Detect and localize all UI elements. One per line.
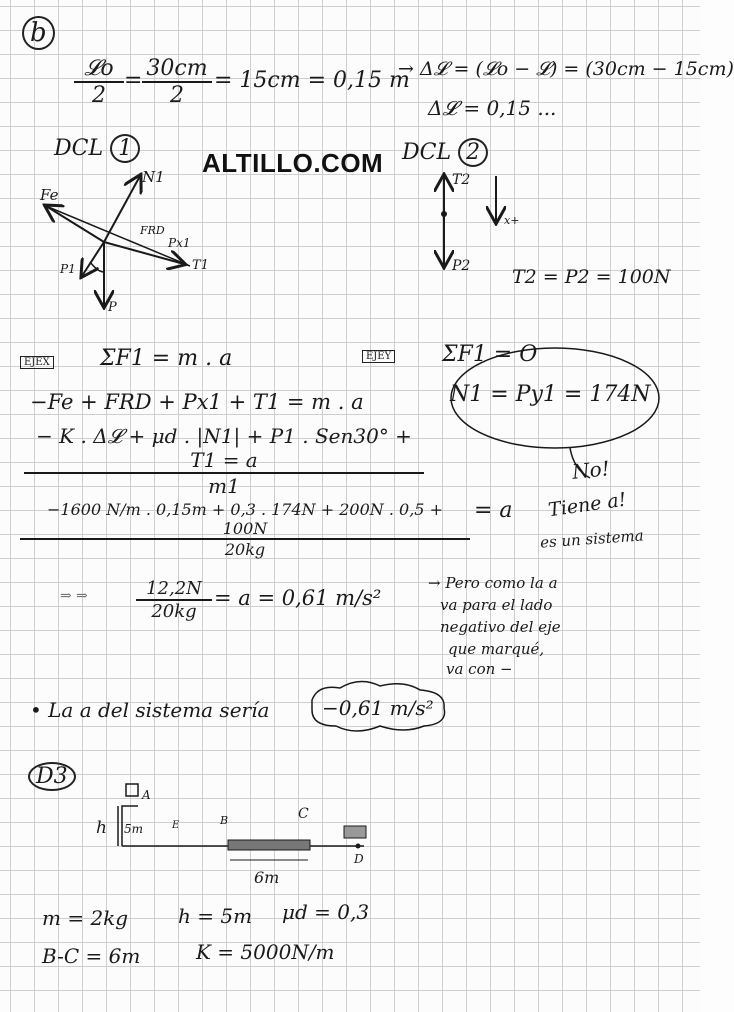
watermark-logo: ALTILLO.COM (202, 148, 384, 178)
d3-title: D3 (28, 764, 76, 789)
half-length-result: = 15cm = 0,15 m (214, 68, 410, 93)
given-friction: μd = 0,3 (282, 900, 370, 924)
equals-sign: = (124, 68, 143, 93)
force-balance-line: −Fe + FRD + Px1 + T1 = m . a (30, 390, 364, 414)
p1-label: P1 (60, 262, 76, 276)
note-line-4: que marqué, (448, 640, 545, 658)
part-b-label: b (22, 18, 55, 48)
p-label: P (108, 300, 117, 315)
p2-label: P2 (452, 258, 471, 274)
x-plus-label: x+ (504, 214, 520, 227)
point-a-label: A (142, 788, 151, 802)
dcl1-title: DCL 1 (54, 136, 140, 161)
conclusion-value: −0,61 m/s² (322, 696, 434, 720)
note-line-1: → Pero como la a (428, 574, 558, 592)
dcl2-title: DCL 2 (402, 140, 488, 165)
given-mass: m = 2kg (42, 906, 129, 930)
spring-d (344, 826, 366, 838)
numeric-substitution: $\frac{-1600 N/m . 0,15m + 0,3 . 174N + 200N . 0,5 + 100N}{20kg}$ (20, 500, 470, 559)
half-length-fraction: 𝓛o 2 (74, 56, 124, 108)
px1-label: Px1 (168, 236, 191, 250)
given-bc-length: B-C = 6m (42, 944, 141, 968)
implication-marks: ⇒ ⇒ (60, 588, 88, 604)
n1-label: N1 (142, 168, 165, 186)
numeric-substitution-equals: = a (474, 498, 513, 523)
result-fraction: $\frac{12,2N}{20kg}$ (136, 578, 212, 622)
frd-label: FRD (140, 224, 165, 237)
angle-arc (90, 262, 104, 272)
eje-x-label: EJEX (20, 350, 54, 369)
delta-length-line2: Δ𝓛 = 0,15 ... (428, 96, 557, 120)
acceleration-result: = a = 0,61 m/s² (214, 586, 382, 610)
block-a (126, 784, 138, 796)
given-spring-constant: K = 5000N/m (196, 940, 335, 964)
point-d-label: D (354, 852, 364, 866)
t1-label: T1 (192, 258, 209, 273)
value-fraction: $\frac{30cm}{2}$ (142, 56, 212, 108)
rough-zone (228, 840, 310, 850)
point-e-label: E (172, 820, 180, 831)
delta-length-line1: → Δ𝓛 = (𝓛o − 𝓛) = (30cm − 15cm) (398, 58, 734, 80)
six-m-label: 6m (254, 868, 280, 887)
t2-label: T2 (452, 172, 471, 188)
point-c-label: C (298, 806, 309, 822)
fe-label: Fe (40, 186, 59, 204)
sum-fy-equation: ΣF1 = O (442, 342, 538, 367)
point-b-label: B (220, 814, 229, 827)
dcl2-point (441, 211, 447, 217)
note-line-2: va para el lado (440, 596, 553, 614)
note-line-3: negativo del eje (440, 618, 561, 636)
sum-fx-equation: ΣF1 = m . a (100, 346, 233, 371)
point-d (356, 844, 361, 849)
eje-y-label: EJEY (362, 344, 395, 363)
red-note-tiene: Tiene a! (546, 488, 628, 522)
n1-equation: N1 = Py1 = 174N (450, 382, 651, 407)
h-label: h (96, 818, 107, 838)
fe-vector (46, 206, 104, 242)
red-note-sistema: es un sistema (539, 526, 645, 552)
conclusion-text: • La a del sistema sería (30, 698, 270, 722)
five-m-label: 5m (124, 822, 144, 836)
red-note-no: No! (570, 456, 611, 484)
note-line-5: va con − (446, 660, 513, 678)
given-height: h = 5m (178, 904, 253, 928)
t2-equation: T2 = P2 = 100N (512, 266, 671, 288)
acceleration-formula: − K . Δ𝓛 + μd . |N1| + P1 . Sen30° + T1 = a m1 (24, 424, 424, 498)
